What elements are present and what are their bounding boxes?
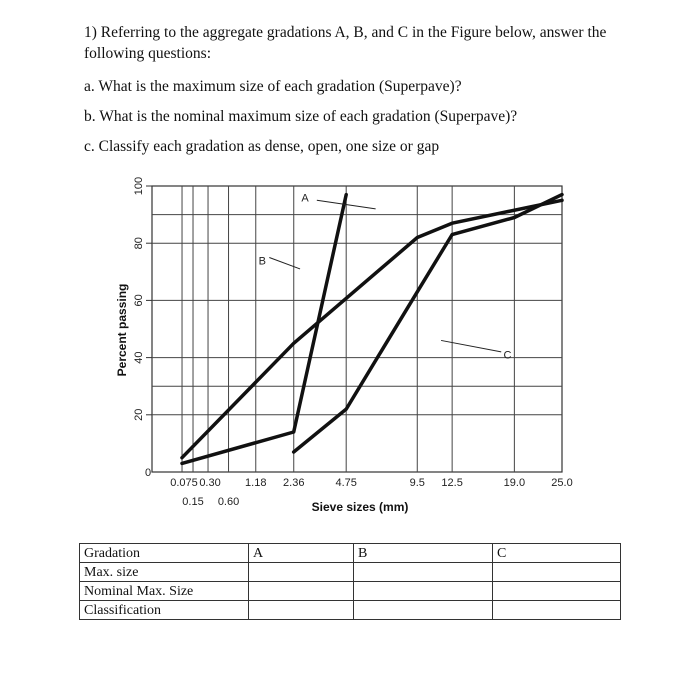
question-a: a. What is the maximum size of each gradation (Superpave)? [84, 78, 462, 95]
answer-cell[interactable] [493, 563, 621, 582]
answer-cell[interactable] [249, 582, 354, 601]
y-tick-label: 40 [133, 351, 145, 364]
row-label: Classification [80, 601, 249, 620]
answer-table [79, 543, 621, 620]
x-tick-label: 2.36 [283, 477, 305, 489]
x-tick-label: 9.5 [409, 477, 425, 489]
x-tick-label: 25.0 [551, 477, 573, 489]
chart-grid [152, 186, 562, 472]
x-tick-label: 0.15 [182, 496, 204, 508]
answer-cell[interactable] [249, 601, 354, 620]
y-axis-ticks [133, 177, 152, 479]
answer-cell[interactable] [354, 582, 493, 601]
table-row [80, 601, 621, 620]
x-tick-label: 0.60 [217, 496, 240, 508]
x-axis-label: Sieve sizes (mm) [311, 500, 409, 514]
row-label: Max. size [80, 563, 249, 582]
header-b: B [354, 544, 493, 563]
plot-frame [152, 186, 562, 472]
table-row [80, 582, 621, 601]
question-c: c. Classify each gradation as dense, open, one size or gap [84, 138, 440, 155]
x-tick-label: 19.0 [503, 477, 526, 489]
series-line-b [182, 195, 346, 464]
x-tick-label: 4.75 [335, 477, 357, 489]
header-gradation: Gradation [80, 544, 249, 563]
callout-label: B [258, 255, 266, 268]
y-tick-label: 80 [133, 237, 145, 250]
answer-cell[interactable] [493, 582, 621, 601]
table-header-row [80, 544, 621, 563]
callout-leader [441, 340, 501, 351]
x-tick-label: 0.075 [170, 477, 198, 489]
y-axis-label: Percent passing [115, 283, 129, 377]
chart-series [182, 195, 562, 464]
callout-label: C [503, 349, 512, 362]
question-intro: 1) Referring to the aggregate gradations A, B, and C in the Figure below, answer the following questions: [84, 24, 607, 62]
question-b: b. What is the nominal maximum size of each gradation (Superpave)? [84, 108, 518, 125]
callout-label: A [301, 192, 309, 205]
y-tick-label: 0 [144, 467, 152, 479]
x-tick-label: 0.30 [199, 477, 221, 489]
answer-cell[interactable] [354, 601, 493, 620]
x-tick-label: 1.18 [245, 477, 267, 489]
answer-cell[interactable] [493, 601, 621, 620]
y-tick-label: 60 [133, 294, 145, 307]
y-tick-label: 100 [133, 176, 145, 196]
series-line-a [182, 200, 562, 457]
table-row [80, 563, 621, 582]
callout-leader [269, 258, 300, 269]
answer-cell[interactable] [249, 563, 354, 582]
header-a: A [249, 544, 354, 563]
header-c: C [493, 544, 621, 563]
answer-cell[interactable] [354, 563, 493, 582]
x-tick-label: 12.5 [441, 477, 463, 489]
row-label: Nominal Max. Size [80, 582, 249, 601]
y-tick-label: 20 [133, 408, 145, 421]
